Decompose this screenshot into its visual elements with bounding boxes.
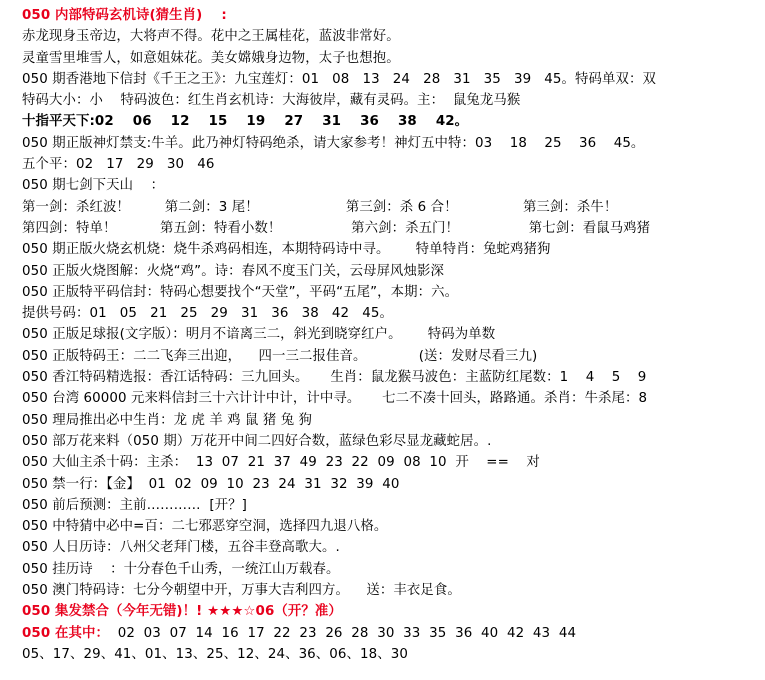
in-it-numbers: 02 03 07 14 16 17 22 23 26 28 30 33 35 36 40 42 43 44 xyxy=(108,625,577,641)
wall-calendar-line: 050 挂历诗 ：十分春色千山秀，一统江山万载春。 xyxy=(22,561,340,577)
forecast-line: 050 前后预测：主前………… [开？] xyxy=(22,497,247,513)
swords-row-1: 第一剑：杀红波！ 第二剑：3 尾！ 第三剑：杀 6 合！ 第三剑：杀牛！ xyxy=(22,199,618,215)
hk-size-line: 特码大小：小 特码波色：红生肖玄机诗：大海彼岸，藏有灵码。主： 鼠兔龙马猴 xyxy=(22,93,521,109)
hongkong-select-line: 050 香江特码精选报：香江话特码：三九回头。 生肖：鼠龙猴马波色：主蓝防红尾数：1 4 5 9 xyxy=(22,370,647,386)
ten-fingers-line: 十指平天下:02 06 12 15 19 27 31 36 38 42。 xyxy=(22,114,469,130)
lamp-line: 050 期正版神灯禁支:牛羊。此乃神灯特码绝杀，请大家参考！神灯五中特：03 18 25 36 45。 xyxy=(22,135,645,151)
guess-line: 050 中特猜中必中=百：二七邪恶穿空洞，选择四九退八格。 xyxy=(22,519,388,535)
taiwan-line: 050 台湾 60000 元来料信封三十六计计中计，计中寻。 七二不凑十回头，路路通。杀肖：牛杀尾：8 xyxy=(22,391,648,407)
in-it-label: 050 在其中： xyxy=(22,625,109,641)
daxian-line: 050 大仙主杀十码：主杀： 13 07 21 37 49 23 22 09 08 10 开 == 对 xyxy=(22,455,540,471)
fire-diagram-line: 050 正版火烧图解：火烧“鸡”。诗：春风不度玉门关，云母屏风烛影深 xyxy=(22,263,445,279)
doc-title: 050 内部特码玄机诗(猜生肖) : xyxy=(22,8,227,23)
bureau-line: 050 理局推出必中生肖：龙 虎 羊 鸡 鼠 猪 兔 狗 xyxy=(22,412,313,428)
jifa-line: 050 集发禁合（今年无错)！! ★★★☆06（开？准） xyxy=(22,604,342,620)
poem-line-2: 灵童雪里堆雪人，如意姐妹花。美女嫦娥身边物，太子也想抱。 xyxy=(22,50,400,66)
poem-line-1: 赤龙现身玉帝边，大将声不得。花中之王属桂花，蓝波非常好。 xyxy=(22,29,400,45)
hk-envelope-line: 050 期香港地下信封《千王之王》：九宝莲灯：01 08 13 24 28 31 35 39 45。特码单双：双 xyxy=(22,71,656,87)
fire-line: 050 期正版火烧玄机烧：烧牛杀鸡码相连，本期特码诗中寻。 特单特肖：兔蛇鸡猪狗 xyxy=(22,242,551,258)
numbers-line: 提供号码：01 05 21 25 29 31 36 38 42 45。 xyxy=(22,306,393,322)
five-flat-line: 五个平：02 17 29 30 46 xyxy=(22,157,215,173)
in-it-line xyxy=(22,623,765,644)
wanhua-line: 050 部万花来料（050 期）万花开中间二四好合数，蓝绿色彩尽显龙藏蛇居。. xyxy=(22,433,492,449)
day-calendar-line: 050 人日历诗：八州父老拜门楼，五谷丰登高歌大。. xyxy=(22,540,340,556)
envelope-line: 050 正版特平码信封：特码心想要找个“天堂”，平码“五尾”，本期：六。 xyxy=(22,284,459,300)
football-line: 050 正版足球报(文字版）：明月不谙离三二，斜光到晓穿红户。 特码为单数 xyxy=(22,327,496,343)
sequence-line: 05、17、29、41、01、13、25、12、24、36、06、18、30 xyxy=(22,646,408,662)
ban-line: 050 禁一行：【金】 01 02 09 10 23 24 31 32 39 40 xyxy=(22,476,400,492)
king-line: 050 正版特码王：二二飞奔三出迎， 四一三二报佳音。 (送：发财尽看三九) xyxy=(22,348,538,364)
macau-line: 050 澳门特码诗：七分今朝望中开，万事大吉利四方。 送：丰衣足食。 xyxy=(22,583,461,599)
swords-row-2: 第四剑：特单！ 第五剑：特看小数！ 第六剑：杀五门！ 第七剑：看鼠马鸡猪 xyxy=(22,220,651,236)
seven-swords-heading: 050 期七剑下天山 ： xyxy=(22,178,165,194)
